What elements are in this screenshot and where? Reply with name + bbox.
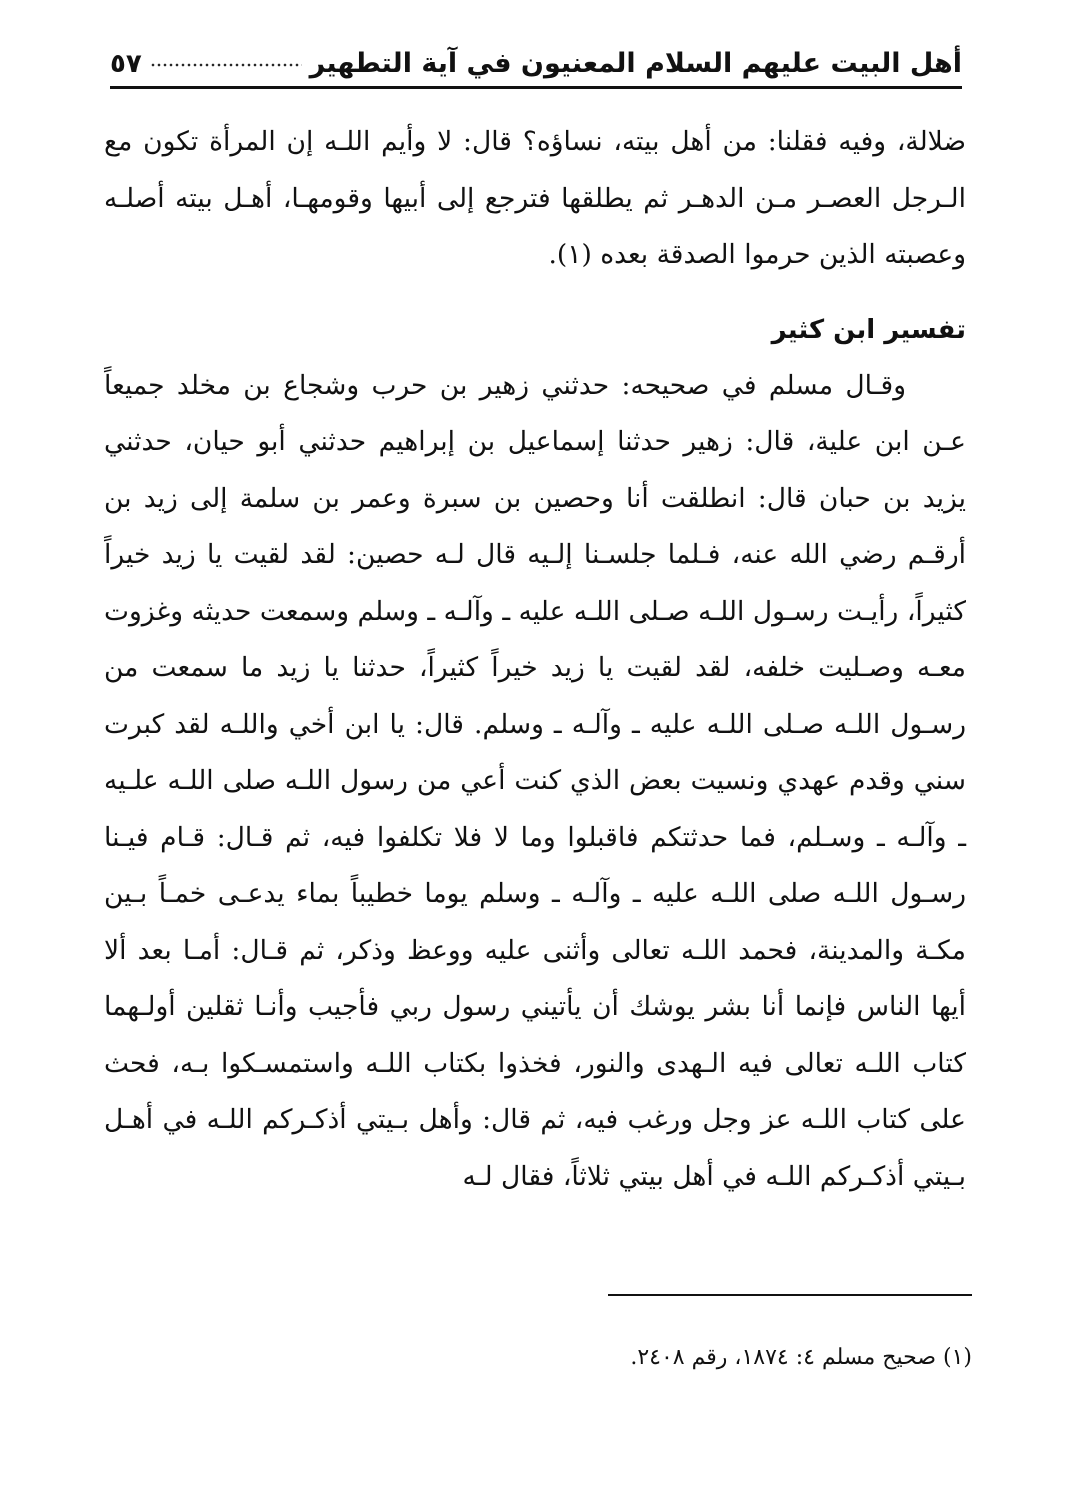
body-paragraph-2: وقـال مسلم في صحيحه: حدثني زهير بن حرب وشجاع بن مخلد جميعاً عـن ابن علية، قال: زهير حدثنا إسماعيل بن إبراهيم حدثني أبو حيان، حدثني يزيد بن حبان قال: انطلقت أنا وحصين بن سبرة وعمر بن سلمة إلى زيد بن أرقـم رضي الله عنه، فـلما جلسـنا إلـيه قال لـه حصين: لقد لقيت يا زيد خيراً كثيراً، رأيـت رسـول اللـه صـلى اللـه عليه ـ وآلـه ـ وسلم وسمعت حديثه وغزوت معـه وصـليت خلفه، لقد لقيت يا زيد خيراً كثيراً، حدثنا يا زيد ما سمعت من رسـول اللـه صـلى اللـه عليه ـ وآلـه ـ وسلم. قال: يا ابن أخي واللـه لقد كبرت سني وقدم عهدي ونسيت بعض الذي كنت أعي من رسول اللـه صلى اللـه علـيه ـ وآلـه ـ وسـلم، فما حدثتكم فاقبلوا وما لا فلا تكلفوا فيه، ثم قـال: قـام فيـنا رسـول اللـه صلى اللـه عليه ـ وآلـه ـ وسلم يوما خطيباً بماء يدعـى خمـاً بـين مكـة والمدينة، فحمد اللـه تعالى وأثنى عليه ووعظ وذكر، ثم قـال: أمـا بعد ألا أيها الناس فإنما أنا بشر يوشك أن يأتيني رسول ربي فأجيب وأنـا ثقلين أولـهما كتاب اللـه تعالى فيه الـهدى والنور، فخذوا بكتاب اللـه واستمسـكوا بـه، فحث على كتاب اللـه عز وجل ورغب فيه، ثم قال: وأهل بـيتي أذكـركم اللـه في أهـل بـيتي أذكـركم اللـه في أهل بيتي ثلاثاً، فقال لـه [104, 369, 967, 1192]
footnote-separator [608, 1294, 972, 1296]
running-header [110, 36, 962, 89]
page-number: ٥٧ [110, 49, 142, 79]
header-dot-leader [150, 56, 302, 74]
footnote: (١) صحيح مسلم ٤: ١٨٧٤، رقم ٢٤٠٨. [630, 1345, 972, 1370]
section-heading: تفسير ابن كثير [771, 314, 966, 345]
body-paragraph-1: ضلالة، وفيه فقلنا: من أهل بيته، نساؤه؟ قال: لا وأيم اللـه إن المرأة تكون مع الـرجل العصـر مـن الدهـر ثم يطلقها فترجع إلى أبيها وقومهـا، أهـل بيته أصلـه وعصبته الذين حرموا الصدقة بعده (١). [104, 126, 966, 270]
page-body [104, 114, 966, 1205]
running-header-title: أهل البيت عليهم السلام المعنيون في آية التطهير [309, 48, 962, 79]
